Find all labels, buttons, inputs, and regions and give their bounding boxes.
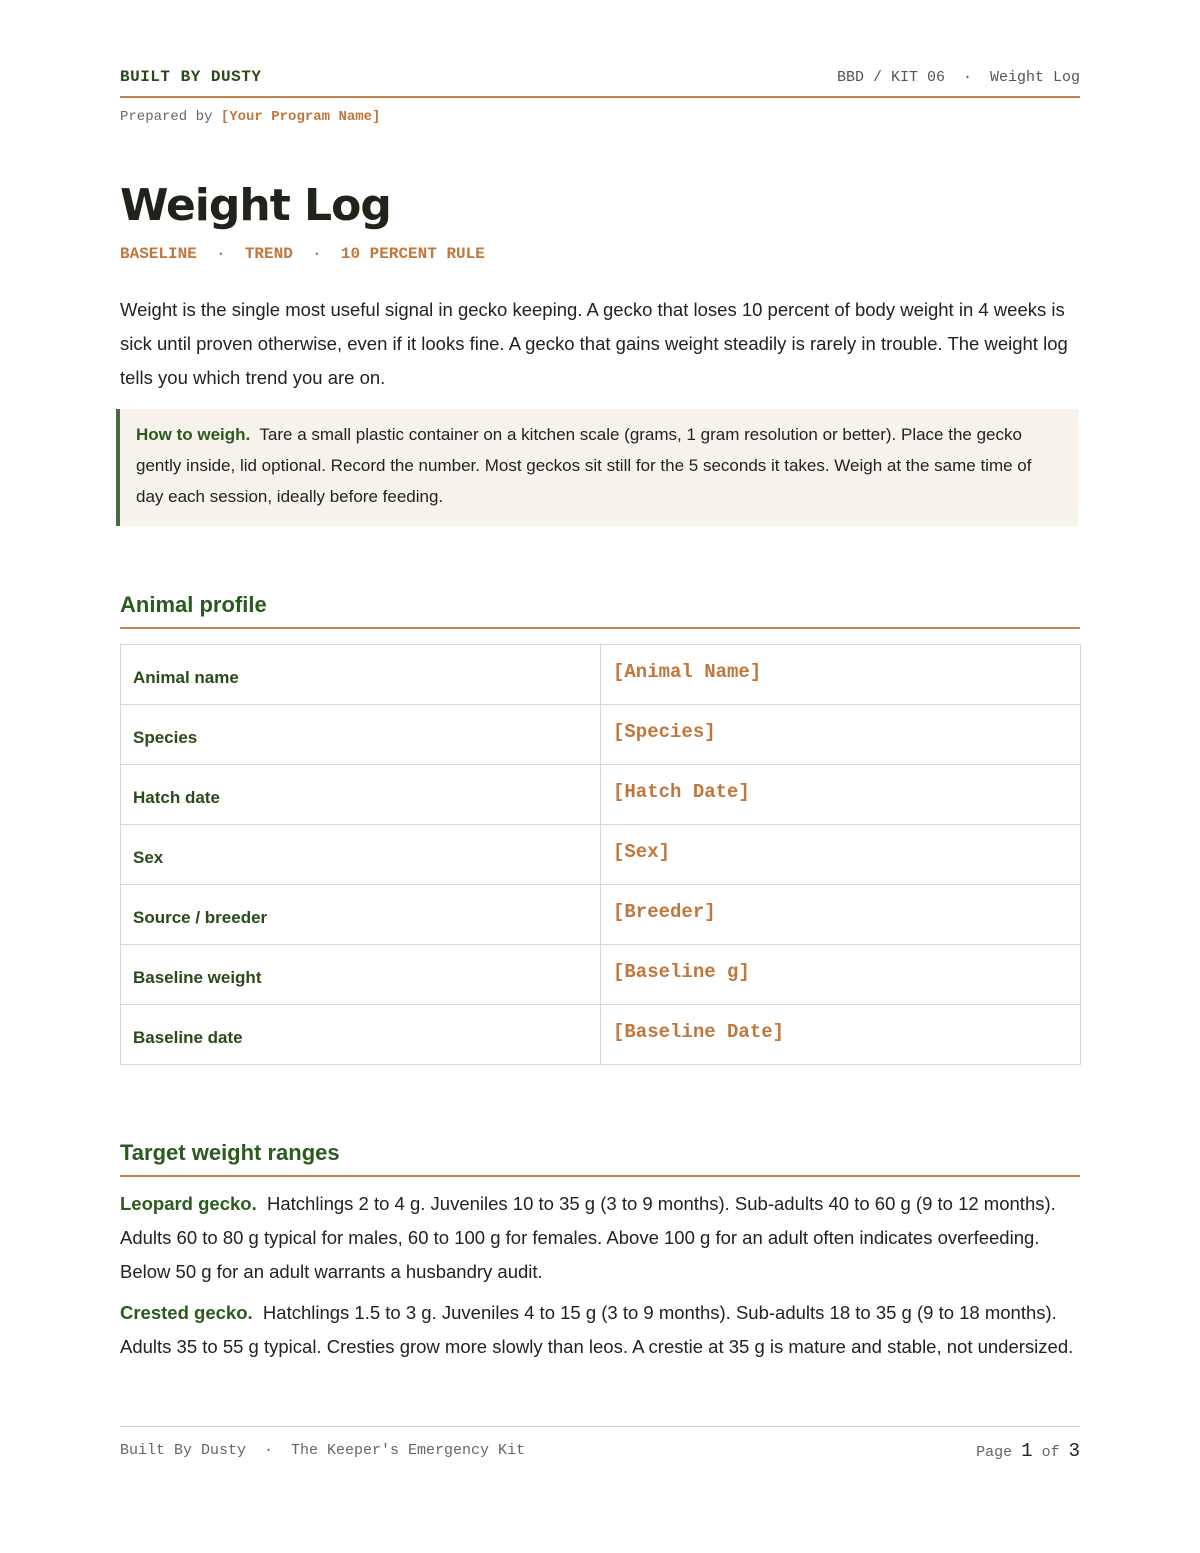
footer-credit: Built By Dusty · The Keeper's Emergency Kit bbox=[120, 1442, 526, 1459]
range-lead: Leopard gecko. bbox=[120, 1193, 257, 1214]
page-title: Weight Log bbox=[120, 180, 391, 231]
table-row bbox=[121, 885, 1081, 945]
current-page: 1 bbox=[1021, 1440, 1033, 1462]
profile-label: Hatch date bbox=[121, 765, 601, 825]
doc-reference: BBD / KIT 06 · Weight Log bbox=[836, 69, 1080, 86]
profile-value-field[interactable]: [Species] bbox=[601, 705, 1081, 765]
table-row bbox=[121, 825, 1081, 885]
target-ranges-section bbox=[120, 1187, 1082, 1371]
callout-paragraph bbox=[136, 419, 1058, 512]
target-ranges-heading: Target weight ranges bbox=[120, 1140, 340, 1165]
of-label: of bbox=[1032, 1444, 1069, 1461]
footer-divider bbox=[120, 1426, 1080, 1427]
prepared-by-label: Prepared by bbox=[120, 109, 221, 125]
header-divider bbox=[120, 96, 1080, 98]
title-kicker: BASELINE · TREND · 10 PERCENT RULE bbox=[120, 245, 485, 263]
profile-value-field[interactable]: [Baseline Date] bbox=[601, 1005, 1081, 1065]
section-divider bbox=[120, 627, 1080, 629]
range-lead: Crested gecko. bbox=[120, 1302, 253, 1323]
range-paragraph-leopard bbox=[120, 1187, 1082, 1289]
table-row bbox=[121, 945, 1081, 1005]
how-to-weigh-callout bbox=[116, 409, 1078, 526]
program-name-placeholder: [Your Program Name] bbox=[220, 109, 381, 125]
table-row bbox=[121, 645, 1081, 705]
profile-value-field[interactable]: [Animal Name] bbox=[601, 645, 1081, 705]
callout-text: Tare a small plastic container on a kitchen scale (grams, 1 gram resolution or better). Place the gecko gently inside, lid optional. Record the number. Most geckos sit still for the 5 seconds it takes. Weigh at the same time of day each session, ideally before feeding. bbox=[136, 425, 1032, 506]
profile-value-field[interactable]: [Baseline g] bbox=[601, 945, 1081, 1005]
page-label: Page bbox=[976, 1444, 1022, 1461]
animal-profile-table bbox=[120, 644, 1081, 1065]
table-row bbox=[121, 1005, 1081, 1065]
table-row bbox=[121, 765, 1081, 825]
section-divider bbox=[120, 1175, 1080, 1177]
profile-label: Source / breeder bbox=[121, 885, 601, 945]
profile-label: Species bbox=[121, 705, 601, 765]
profile-value-field[interactable]: [Breeder] bbox=[601, 885, 1081, 945]
callout-lead: How to weigh. bbox=[136, 425, 251, 444]
total-pages: 3 bbox=[1068, 1440, 1080, 1462]
profile-label: Animal name bbox=[121, 645, 601, 705]
animal-profile-heading: Animal profile bbox=[120, 592, 267, 617]
range-text: Hatchlings 2 to 4 g. Juveniles 10 to 35 g (3 to 9 months). Sub-adults 40 to 60 g (9 to 12 months). Adults 60 to 80 g typical for males, 60 to 100 g for females. Above 100 g for an adult often indicates overfeeding. Below 50 g for an adult warrants a husbandry audit. bbox=[120, 1193, 1056, 1282]
page-number bbox=[976, 1440, 1080, 1462]
brand-name: BUILT BY DUSTY bbox=[120, 68, 262, 86]
page-header bbox=[120, 68, 1080, 90]
profile-value-field[interactable]: [Sex] bbox=[601, 825, 1081, 885]
profile-label: Sex bbox=[121, 825, 601, 885]
profile-label: Baseline weight bbox=[121, 945, 601, 1005]
intro-paragraph: Weight is the single most useful signal in gecko keeping. A gecko that loses 10 percent of body weight in 4 weeks is sick until proven otherwise, even if it looks fine. A gecko that gains weight steadily is rarely in trouble. The weight log tells you which trend you are on. bbox=[120, 299, 1068, 388]
profile-value-field[interactable]: [Hatch Date] bbox=[601, 765, 1081, 825]
profile-label: Baseline date bbox=[121, 1005, 601, 1065]
table-row bbox=[121, 705, 1081, 765]
range-text: Hatchlings 1.5 to 3 g. Juveniles 4 to 15 g (3 to 9 months). Sub-adults 18 to 35 g (9 to 18 months). Adults 35 to 55 g typical. Cresties grow more slowly than leos. A crestie at 35 g is mature and stable, not undersized. bbox=[120, 1302, 1074, 1357]
range-paragraph-crested bbox=[120, 1296, 1082, 1364]
prepared-by-line bbox=[120, 109, 380, 125]
